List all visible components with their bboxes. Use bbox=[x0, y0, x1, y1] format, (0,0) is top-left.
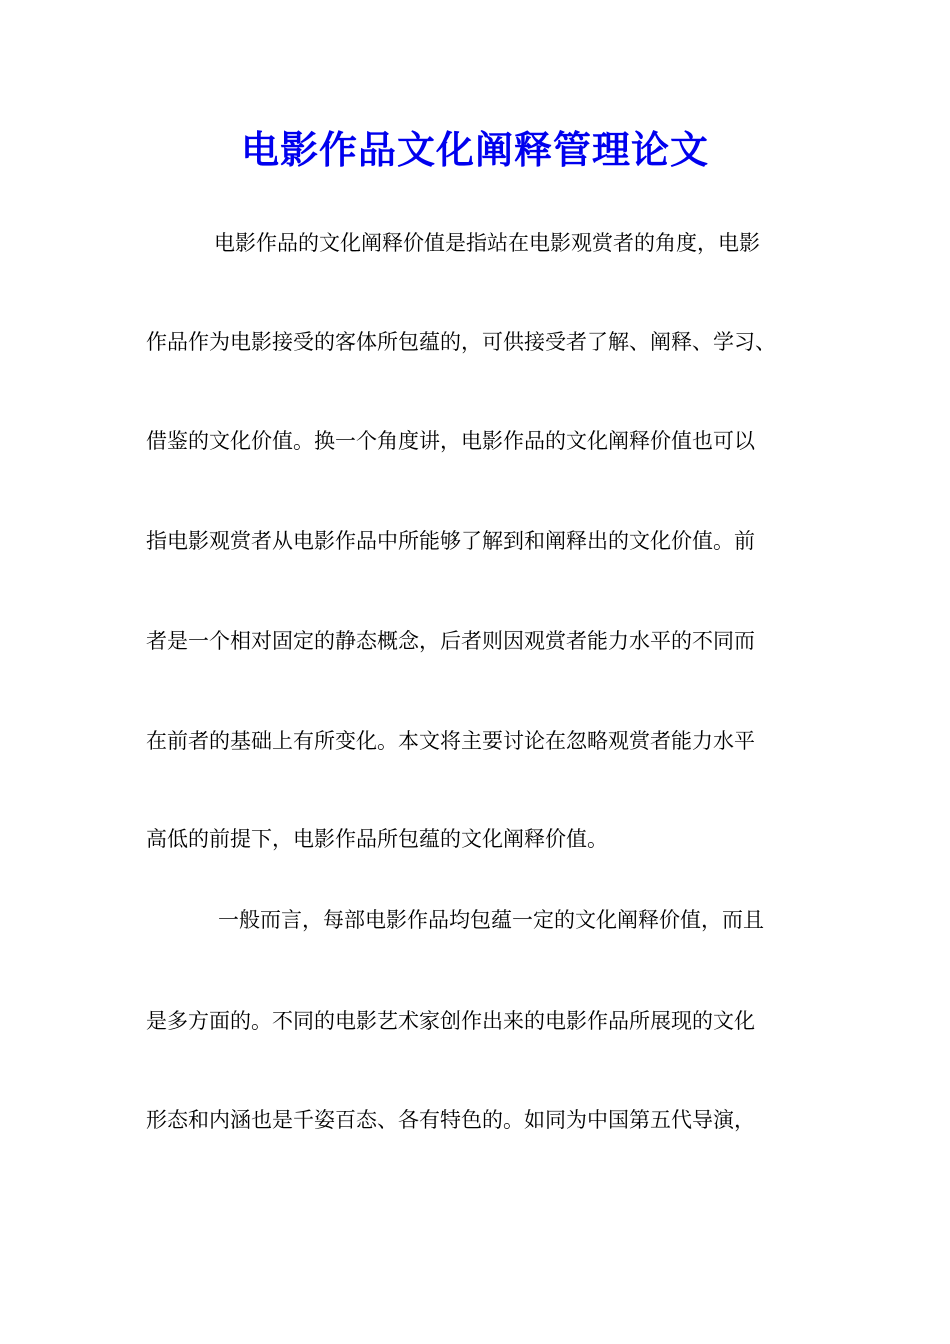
paragraph-1-line-4: 指电影观赏者从电影作品中所能够了解到和阐释出的文化价值。前 bbox=[146, 529, 755, 553]
paragraph-2-line-2: 是多方面的。不同的电影艺术家创作出来的电影作品所展现的文化 bbox=[146, 1009, 755, 1033]
document-title: 电影作品文化阐释管理论文 bbox=[240, 127, 709, 172]
paragraph-1-line-1: 电影作品的文化阐释价值是指站在电影观赏者的角度，电影 bbox=[214, 231, 760, 255]
paragraph-1-line-2: 作品作为电影接受的客体所包蕴的，可供接受者了解、阐释、学习、 bbox=[146, 330, 776, 354]
paragraph-1-line-3: 借鉴的文化价值。换一个角度讲，电影作品的文化阐释价值也可以 bbox=[146, 429, 755, 453]
paragraph-1-line-5: 者是一个相对固定的静态概念，后者则因观赏者能力水平的不同而 bbox=[146, 629, 755, 653]
paragraph-2-line-3: 形态和内涵也是千姿百态、各有特色的。如同为中国第五代导演， bbox=[146, 1108, 755, 1132]
paragraph-1-line-6: 在前者的基础上有所变化。本文将主要讨论在忽略观赏者能力水平 bbox=[146, 729, 755, 753]
paragraph-2-line-1: 一般而言，每部电影作品均包蕴一定的文化阐释价值，而且 bbox=[218, 908, 764, 932]
paragraph-1-line-7: 高低的前提下，电影作品所包蕴的文化阐释价值。 bbox=[146, 827, 608, 851]
